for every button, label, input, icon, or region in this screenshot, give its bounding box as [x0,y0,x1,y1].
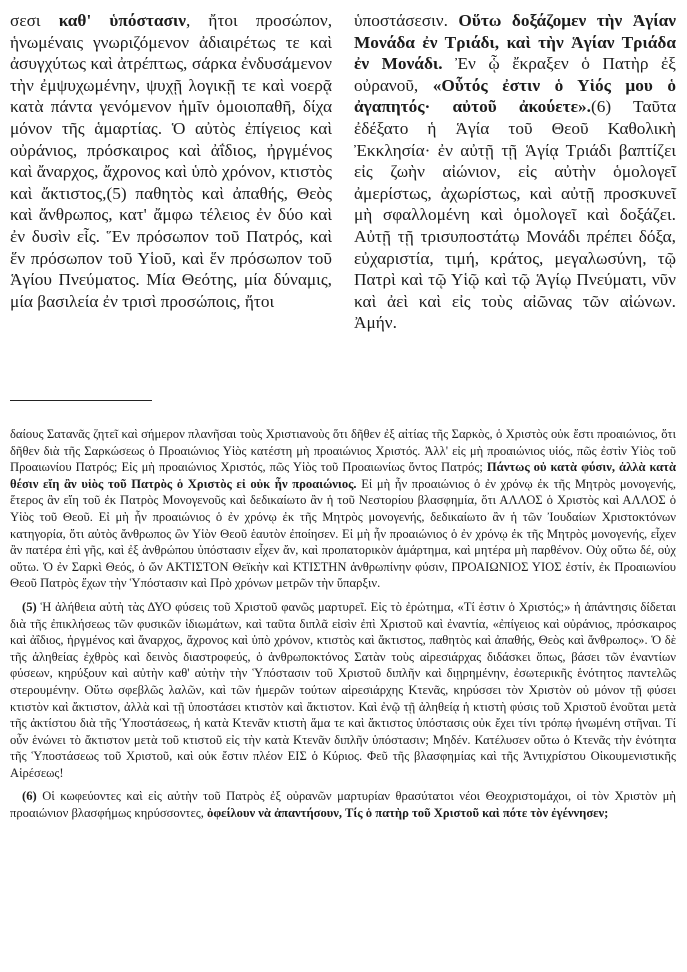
text-run: σεσι [10,11,59,30]
text-run: , ἤτοι προσώπον, ἡνωμέναις γνωριζόμενον ἀδιαιρέτως τε καὶ ἀσυγχύτως καὶ ἀτρέπτως, σάρκα ἐνδυσάμενον τὴν ἐμψυχωμένην, ψυχῇ λογικῇ τε καὶ νοερᾷ κατὰ πάντα γενόμενον ἡμῖν ὁμοιοπαθῆ, δίχα μόνον τῆς ἁμαρτίας. Ὁ αὐτὸς ἐπίγειος καὶ οὐράνιος, πρόσκαιρος καὶ ἀΐδιος, ἠργμένος καὶ ἄναρχος, ἄχρονος καὶ ὑπὸ χρόνον, κτιστὸς καὶ ἄκτιστος, [10,11,333,203]
main-text-left-column [10,10,332,312]
bold-quote: «Οὗτός ἐστιν ὁ Υἱός μου ὁ ἀγαπητός· αὐτοῦ ἀκούετε». [354,75,676,117]
footnote-5 [10,599,676,782]
text-run: Ταῦτα ἐδέξατο ἡ Ἁγία τοῦ Θεοῦ Καθολικὴ Ἐκκλησία· ἐν αὐτῇ τῇ Ἁγίᾳ Τριάδι βαπτίζει εἰς ζωὴν αἰώνιον, εἰς αὐτὴν ὁμολογεῖ ἀμερίστως, ἀχωρίστως, καὶ αὐτῇ προσκυνεῖ μὴ σφαλλομένη καὶ ὁμολογεῖ καὶ δοξάζει. Αὐτῇ τῇ τρισυποστάτῳ Μονάδι πρέπει δόξα, εὐχαριστία, τιμή, κράτος, μεγαλωσύνη, τῷ Πατρὶ καὶ τῷ Υἱῷ καὶ τῷ Ἁγίῳ Πνεύματι, νῦν καὶ ἀεὶ καὶ εἰς τοὺς αἰῶνας τῶν αἰώνων. Ἀμήν. [354,97,676,333]
text-run: παθητὸς καὶ ἀπαθής, Θεὸς καὶ ἄνθρωπος, κατ' ἄμφω τέλειος ἐν δύο καὶ ἐν δυσὶν εἷς. Ἕν πρόσωπον τοῦ Πατρός, καὶ ἕν πρόσωπον τοῦ Υἱοῦ, καὶ ἕν πρόσωπον τοῦ Ἁγίου Πνεύματος. Μία Θεότης, μία δύναμις, μία βασιλεία ἐν τρισὶ προσώποις, ἤτοι [10,183,332,311]
main-text-right-column [354,10,676,334]
footnote-6 [10,788,676,821]
text-run: Εἰ μὴ ἦν προαιώνιος ὁ ἐν χρόνῳ ἐκ τῆς Μητρὸς μονογενής, ἕτερος ἂν εἴη τοῦ ἐκ Πατρὸς Μονογενοῦς καὶ δεδικαίωτο ἂν ἡ τοῦ Νεστορίου βλασφημία, ὅτι ΑΛΛΟΣ ὁ Χριστὸς καὶ ΑΛΛΟΣ ὁ Υἱὸς τοῦ Θεοῦ. Εἰ μὴ ἦν προαιώνιος ὁ ἐν χρόνῳ ἐκ τῆς Μητρὸς μονογενής, δεδικαίωτο ἂν ἡ τῶν Ἰουδαίων Χριστοκτόνων κατηγορία, ὅτι αὐτὸς ἄνθρωπος ὢν Υἱὸν Θεοῦ ἑαυτὸν ἐποίησεν. Εἰ μὴ ἦν προαιώνιος ὁ ἐν χρόνῳ ἐκ τῆς Μητρὸς μονογενής, εἶχεν ἂν πατέρα ἐπὶ γῆς, καὶ ἐξ ἀνθρώπου ὑπόστασιν εἶχεν ἄν, καὶ προπατορικὸν ἁμάρτημα, καὶ μητέρα μὴ παρθένον. Οὐχ οὕτω δέ, οὐχ οὕτω. Ὁ ἐν Σαρκὶ Θεός, ὁ ὤν ΑΚΤΙΣΤΟΝ Θεϊκὴν καὶ ΚΤΙΣΤΗΝ ἀνθρωπίνην φύσιν, ΠΡΟΑΙΩΝΙΟΣ ΥΙΟΣ ἐστίν, ἐκ Προαιωνίου Θεοῦ Πατρὸς ἔχων τὴν Ὑπόστασιν καὶ Πρὸ χρόνων μετρῶν τὴν ὕπαρξιν. [10,476,676,591]
text-run: Ἐν ᾧ ἔκραξεν ὁ Πατὴρ ἐξ οὐρανοῦ, [354,54,676,95]
footnote-continuation [10,426,676,592]
text-run: ὑποστάσεσιν. [354,11,459,30]
right-column-paragraph [354,10,676,334]
left-column-paragraph [10,10,332,312]
footnote-ref-6[interactable]: (6) [590,97,612,117]
bold-text-run: Οὕτω δοξάζομεν τὴν Ἁγίαν Μονάδα ἐν Τριάδι, καὶ τὴν Ἁγίαν Τριάδα ἐν Μονάδι. [354,11,676,74]
bold-text-run: ὀφείλουν νὰ ἀπαντήσουν, Τίς ὁ πατὴρ τοῦ Χριστοῦ καὶ πότε τὸν ἐγέννησεν; [207,806,609,821]
bold-text-run: Πάντως οὐ κατὰ φύσιν, ἀλλὰ κατὰ θέσιν εἴη ἂν υἱὸς τοῦ Πατρὸς ὁ Χριστὸς εἰ οὐκ ἦν προαιώνιος. [10,460,677,491]
text-run: δαίους Σατανᾶς ζητεῖ καὶ σήμερον πλανῆσαι τοὺς Χριστιανοὺς ὅτι δῆθεν ἐξ αἰτίας τῆς Σαρκὸς, ὁ Χριστὸς οὐκ ἔστι προαιώνιος, ὅτι δῆθεν διὰ τῆς Σαρκώσεως ὁ Προαιώνιος Υἱὸς κατέστη μὴ προαιώνιος Χριστός. Ἀλλ' εἰς μὴ προαιώνιος υἱός, πῶς ἐστὶν Υἱὸς τοῦ Προαιωνίου Πατρός; Εἰς μὴ προαιώνιος Χριστός, πῶς Υἱὸς τοῦ Προαιωνίως ὄντος Πατρός; [10,427,676,475]
footnote-separator-rule [10,400,152,401]
text-run: Ἡ ἀλήθεια αὐτὴ τὰς ΔΥΟ φύσεις τοῦ Χριστοῦ φανῶς μαρτυρεῖ. Εἰς τὸ ἐρώτημα, «Τί ἐστιν ὁ Χριστός;» ἡ ἀπάντησις δίδεται διὰ τῆς ἐπικλήσεως τῶν φυσικῶν ἰδιωμάτων, καὶ ταῦτα διπλᾶ εἰσὶν ἐπὶ Χριστοῦ καὶ ἐναντία, «ἐπίγειος καὶ οὐράνιος, πρόσκαιρος καὶ ἀΐδιος, ἠργμένος καὶ ἄναρχος, ἄχρονος καὶ ὑπὸ χρόνον, κτιστὸς καὶ ἄκτιστος, παθητὸς καὶ ἀπαθής, Θεὸς καὶ ἄνθρωπος». Ὁ δὲ τῆς ἀληθείας ἐχθρὸς καὶ δεινὸς διαστροφεύς, ὁ ἀνθρωποκτόνος Σατὰν τοὺς αἱρεσιάρχας διδάσκει ὅπως, βάσει τῶν ἐναντίων φύσεων, κηρύξουν καὶ αὐτὴν καθ' αὐτὴν τὴν Ὑπόστασιν τοῦ Χριστοῦ διπλῆν καὶ διῃρημένην, ἐσωτερικῆς ἑνότητος παντελῶς στερουμένην. Οὕτω σφεβλῶς λαλῶν, καὶ τῶν ἡμερῶν τούτων αἱρεσιάρχης Κτενᾶς, κηρύσσει τὸν Χριστὸν οὐ μόνον τῇ φύσει κτιστὸν καὶ ἄκτιστον, ἀλλὰ καὶ τῇ ὑποστάσει κτιστὸν καὶ ἄκτιστον. Καὶ ἐνῷ τῇ ἀληθείᾳ ἡ κτιστὴ φύσις τοῦ Χριστοῦ ἑνοῦται μετὰ τῆς ἀκτίστου διὰ τῆς Ὑποστάσεως, ἡ κατὰ Κτενᾶν κτιστὴ ἅμα τε καὶ ἄκτιστος ὑπόστασις οὐκ ἔχει τίνι τρόπῳ ἡνωμένη στῆναι. Τί οὖν ἑνώνει τὸ ἄκτιστον μετὰ τοῦ κτιστοῦ εἰς τὴν κατὰ Κτενᾶν διπλῆν ὑπόστασιν; Μηδέν. Κατέλυσεν οὕτω ὁ Κτενᾶς τὴν ἑνότητα τῆς Ὑποστάσεως τοῦ Χριστοῦ, καὶ οὐκ ἔστιν πλέον ΕΙΣ ὁ Κύριος. Φεῦ τῆς βλασφημίας καὶ τῆς Ἀντιχρίστου Οἰκουμενιστικῆς Αἱρέσεως! [10,599,676,780]
bold-text-run: καθ' ὑπόστασιν [58,11,186,30]
text-run: Οἱ κωφεύοντες καὶ εἰς αὐτὴν τοῦ Πατρὸς ἐξ οὐρανῶν μαρτυρίαν θρασύτατοι νέοι Θεοχριστομάχοι, οἱ τὸν Χριστὸν μὴ προαιώνιον βλασφήμως κηρύσσοντες, [10,789,676,821]
footnote-ref-5[interactable]: (5) [106,183,127,203]
footnote-label: (6) [22,789,37,804]
footnote-label: (5) [22,599,37,614]
footnotes-section [10,426,676,829]
